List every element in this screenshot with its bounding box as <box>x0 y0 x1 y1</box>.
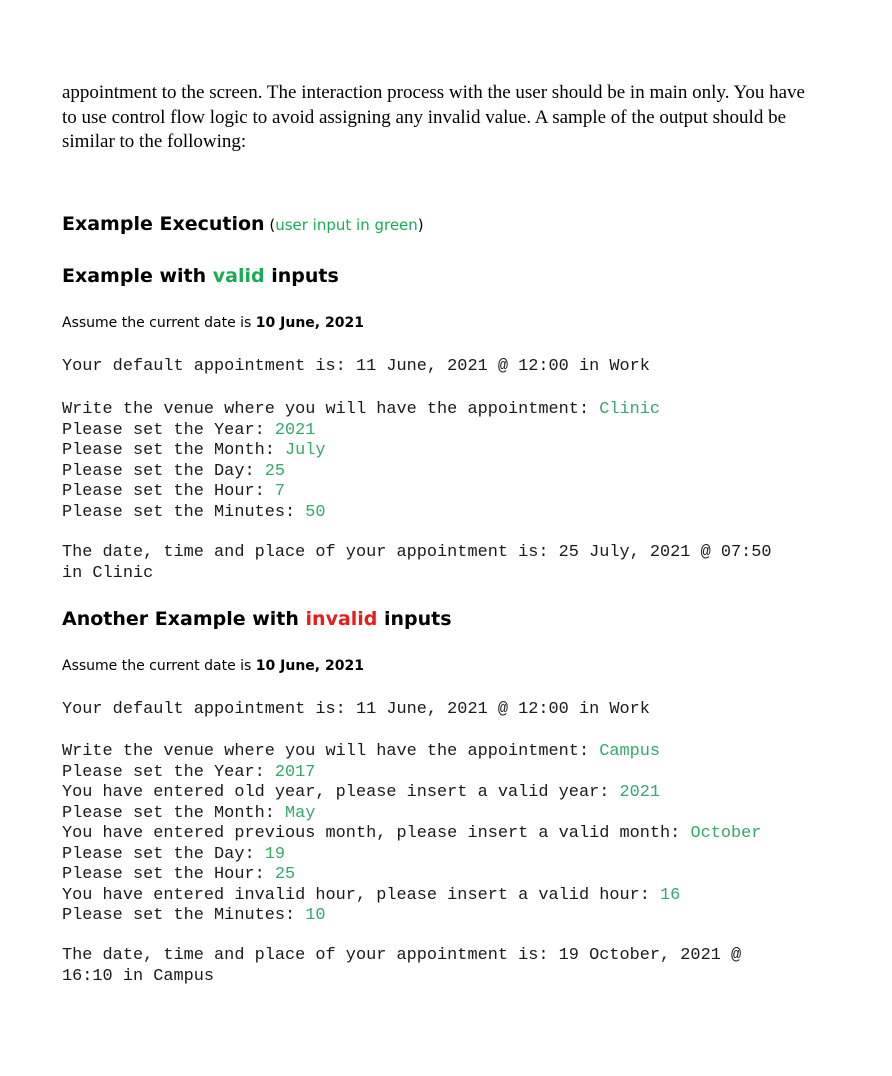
heading-title: Example Execution <box>62 213 265 235</box>
prompt-line <box>62 804 315 823</box>
prompt-text: Please set the Month: <box>62 803 285 823</box>
prompt-line <box>62 421 315 440</box>
prompt-text: Please set the Month: <box>62 441 285 460</box>
prompt-text: Please set the Minutes: <box>62 906 306 925</box>
invalid-heading-highlight: invalid <box>305 608 378 630</box>
heading-paren-open: ( <box>264 216 276 234</box>
user-input: Campus <box>599 742 661 761</box>
assume-date-valid <box>62 315 364 331</box>
prompt-text: Please set the Minutes: <box>62 502 306 522</box>
user-input: 25 <box>264 461 286 481</box>
invalid-heading-before: Another Example with <box>62 608 306 630</box>
user-input: 25 <box>274 865 296 884</box>
prompt-line <box>62 462 285 481</box>
valid-heading-before: Example with <box>62 265 213 287</box>
prompt-line <box>62 503 326 522</box>
prompt-line <box>62 886 680 905</box>
user-input: July <box>285 441 326 460</box>
invalid-prompt-block <box>62 742 761 927</box>
user-input: 16 <box>660 885 681 905</box>
prompt-line <box>62 441 326 460</box>
prompt-text: Please set the Hour: <box>62 482 275 501</box>
prompt-text: Write the venue where you will have the appointment: <box>62 400 600 419</box>
prompt-text: Please set the Year: <box>62 420 275 440</box>
user-input: 2021 <box>274 420 316 440</box>
result-line: The date, time and place of your appointment is: 19 October, 2021 @ <box>62 946 742 965</box>
valid-example-heading <box>62 265 339 287</box>
user-input: 2017 <box>274 762 316 782</box>
invalid-example-heading <box>62 608 452 630</box>
user-input: May <box>285 803 316 823</box>
heading-note: user input in green <box>275 216 418 234</box>
assume-date: 10 June, 2021 <box>255 658 364 674</box>
prompt-text: You have entered previous month, please insert a valid month: <box>62 824 691 843</box>
prompt-line <box>62 482 285 501</box>
prompt-line <box>62 865 295 884</box>
result-line: The date, time and place of your appointment is: 25 July, 2021 @ 07:50 <box>62 543 772 562</box>
assume-date-invalid <box>62 658 364 674</box>
result-line: 16:10 in Campus <box>62 966 215 986</box>
assume-prefix: Assume the current date is <box>62 315 256 331</box>
prompt-line <box>62 906 326 925</box>
prompt-line <box>62 845 285 864</box>
user-input: October <box>690 824 762 843</box>
heading-paren-close: ) <box>417 216 424 234</box>
valid-result <box>62 543 772 584</box>
valid-heading-highlight: valid <box>212 265 265 287</box>
prompt-text: You have entered old year, please insert a valid year: <box>62 783 620 802</box>
user-input: Clinic <box>599 400 661 419</box>
valid-prompt-block <box>62 400 660 523</box>
intro-paragraph: appointment to the screen. The interaction process with the user should be in main only. You have to use control flow logic to avoid assigning any invalid value. A sample of the output should be similar to the following: <box>62 82 805 152</box>
invalid-default-line: Your default appointment is: 11 June, 2021 @ 12:00 in Work <box>62 700 650 719</box>
prompt-text: Please set the Hour: <box>62 865 275 884</box>
user-input: 2021 <box>619 783 661 802</box>
prompt-line <box>62 400 660 419</box>
prompt-line <box>62 763 315 782</box>
valid-default-line: Your default appointment is: 11 June, 2021 @ 12:00 in Work <box>62 357 650 376</box>
prompt-text: Please set the Year: <box>62 762 275 782</box>
invalid-heading-after: inputs <box>377 608 452 630</box>
valid-heading-after: inputs <box>264 265 339 287</box>
prompt-text: You have entered invalid hour, please insert a valid hour: <box>62 885 661 905</box>
example-execution-heading <box>62 213 424 235</box>
prompt-text: Write the venue where you will have the appointment: <box>62 742 600 761</box>
user-input: 7 <box>274 482 285 501</box>
user-input: 19 <box>264 844 286 864</box>
prompt-line <box>62 824 761 843</box>
prompt-text: Please set the Day: <box>62 844 265 864</box>
assume-date: 10 June, 2021 <box>255 315 364 331</box>
prompt-text: Please set the Day: <box>62 461 265 481</box>
prompt-line <box>62 742 660 761</box>
invalid-result <box>62 946 741 987</box>
user-input: 10 <box>305 906 326 925</box>
user-input: 50 <box>305 502 326 522</box>
assume-prefix: Assume the current date is <box>62 658 256 674</box>
result-line: in Clinic <box>62 563 154 583</box>
prompt-line <box>62 783 660 802</box>
